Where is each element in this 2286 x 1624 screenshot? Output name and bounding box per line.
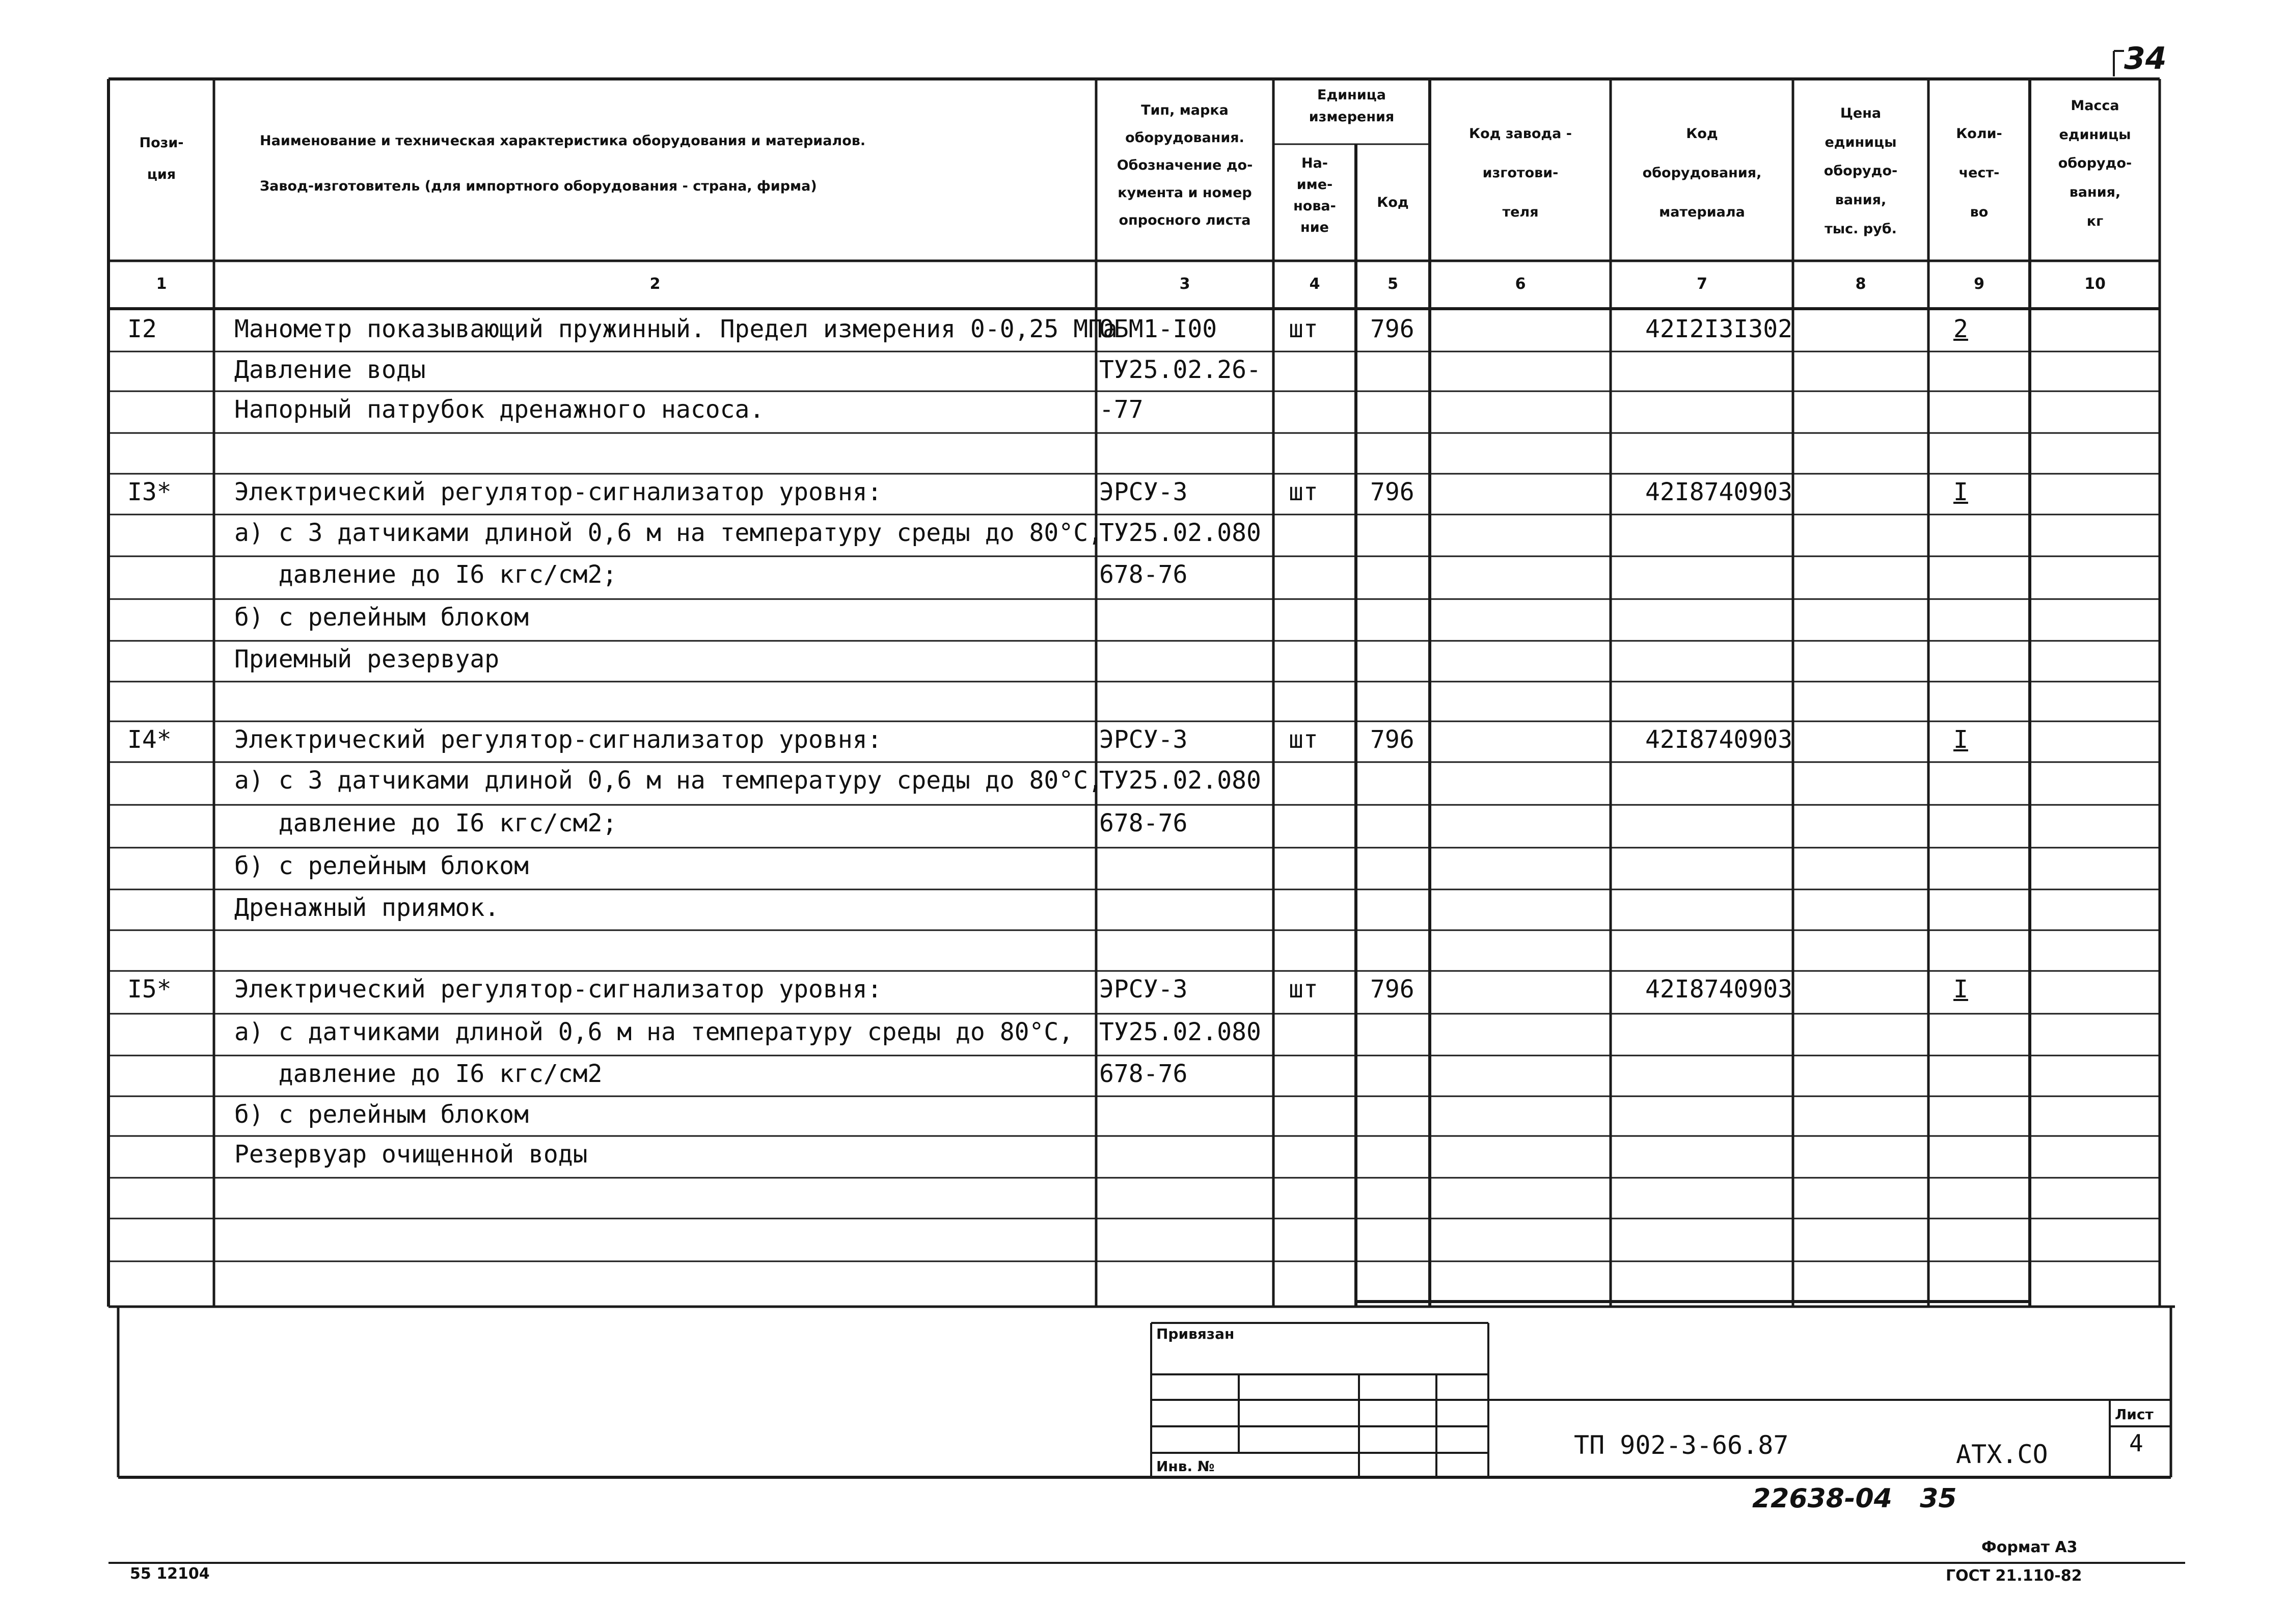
cell-equip-code: 42I8740903 [1645,725,1792,754]
header-unit-code: Код [1377,195,1409,210]
col-number-2: 2 [649,275,661,293]
cell-position: I3* [127,478,172,506]
cell-name: Электрический регулятор-сигнализатор уровня: [234,975,882,1004]
cell-type: ОБМ1-I00 [1099,315,1217,343]
cell-name: а) с датчиками длиной 0,6 м на температуру среды до 80°С, [234,1018,1074,1046]
footer-gost: ГОСТ 21.110-82 [1946,1567,2082,1585]
cell-type: ТУ25.02.080 [1099,1018,1261,1046]
handwritten-number: 22638-04 35 [1752,1483,1957,1514]
header-unit-name: На- име- нова- ние [1293,155,1336,235]
cell-name: Резервуар очищенной воды [234,1140,588,1169]
cell-name: б) с релейным блоком [234,603,529,632]
cell-qty: 2 [1953,315,1968,343]
cell-name: а) с 3 датчиками длиной 0,6 м на температуру среды до 80°С, [234,766,1103,795]
col-number-6: 6 [1515,275,1526,293]
cell-name: Электрический регулятор-сигнализатор уровня: [234,725,882,754]
cell-name: б) с релейным блоком [234,852,529,880]
header-factory-code: Код завода - изготови- теля [1469,126,1572,220]
header-type: Тип, марка оборудования. Обозначение до- кумента и номер опросного листа [1117,102,1253,228]
footer-format: Формат А3 [1981,1538,2078,1556]
cell-type: ТУ25.02.080 [1099,519,1261,547]
col-number-10: 10 [2084,275,2106,293]
cell-position: I5* [127,975,172,1004]
header-price: Цена единицы оборудо- вания, тыс. руб. [1824,105,1898,237]
cell-name: давление до I6 кгс/см2 [234,1060,603,1088]
header-unit-group: Единица измерения [1309,87,1395,125]
cell-qty: I [1953,478,1968,506]
cell-type: ЭРСУ-3 [1099,725,1188,754]
cell-name: Электрический регулятор-сигнализатор уровня: [234,478,882,506]
col-number-3: 3 [1179,275,1190,293]
cell-unit-code: 796 [1370,975,1414,1004]
col-number-7: 7 [1697,275,1707,293]
cell-name: Дренажный приямок. [234,894,500,922]
cell-type: ЭРСУ-3 [1099,478,1188,506]
cell-name: Напорный патрубок дренажного насоса. [234,395,765,424]
cell-unit: шт [1289,725,1318,754]
col-number-1: 1 [156,275,167,293]
cell-qty: I [1953,725,1968,754]
cell-unit: шт [1289,975,1318,1004]
cell-type: ТУ25.02.080 [1099,766,1261,795]
cell-unit-code: 796 [1370,725,1414,754]
cell-name: Манометр показывающий пружинный. Предел измерения 0-0,25 МПа [234,315,1118,343]
cell-type: -77 [1099,395,1144,424]
cell-name: давление до I6 кгс/см2; [234,560,617,589]
cell-equip-code: 42I8740903 [1645,975,1792,1004]
stamp-sheet-number: 4 [2129,1429,2143,1457]
cell-unit-code: 796 [1370,315,1414,343]
header-position: Пози- ция [139,135,184,183]
header-mass: Масса единицы оборудо- вания, кг [2058,98,2132,229]
stamp-sheet-label: Лист [2115,1406,2154,1423]
cell-type: ТУ25.02.26- [1099,356,1261,384]
col-number-5: 5 [1387,275,1398,293]
footer-left-code: 55 12104 [130,1565,210,1583]
stamp-doc-number: ТП 902-3-66.87 [1574,1430,1789,1460]
cell-name: Давление воды [234,356,426,384]
corner-sheet-number: 34 [2124,41,2167,76]
cell-type: ЭРСУ-3 [1099,975,1188,1004]
cell-unit: шт [1289,478,1318,506]
cell-name: Приемный резервуар [234,645,500,673]
cell-name: б) с релейным блоком [234,1100,529,1129]
header-equip-code: Код оборудования, материала [1642,126,1762,220]
stamp-inv-no: Инв. № [1156,1458,1215,1475]
cell-type: 678-76 [1099,809,1188,837]
header-qty: Коли- чест- во [1956,126,2002,220]
cell-equip-code: 42I8740903 [1645,478,1792,506]
cell-unit: шт [1289,315,1318,343]
cell-unit-code: 796 [1370,478,1414,506]
cell-name: давление до I6 кгс/см2; [234,809,617,837]
col-number-4: 4 [1309,275,1320,293]
cell-position: I2 [127,315,157,343]
cell-qty: I [1953,975,1968,1004]
col-number-9: 9 [1974,275,1984,293]
cell-type: 678-76 [1099,1060,1188,1088]
cell-name: а) с 3 датчиками длиной 0,6 м на температуру среды до 80°С, [234,519,1103,547]
header-name: Наименование и техническая характеристика оборудования и материалов. Завод-изготовитель (для импортного оборудования - страна, фирма) [260,133,866,195]
stamp-doc-code: АТХ.СО [1956,1440,2048,1469]
cell-position: I4* [127,725,172,754]
stamp-privyazan: Привязан [1156,1325,1235,1342]
cell-type: 678-76 [1099,560,1188,589]
col-number-8: 8 [1855,275,1866,293]
cell-equip-code: 42I2I3I302 [1645,315,1792,343]
